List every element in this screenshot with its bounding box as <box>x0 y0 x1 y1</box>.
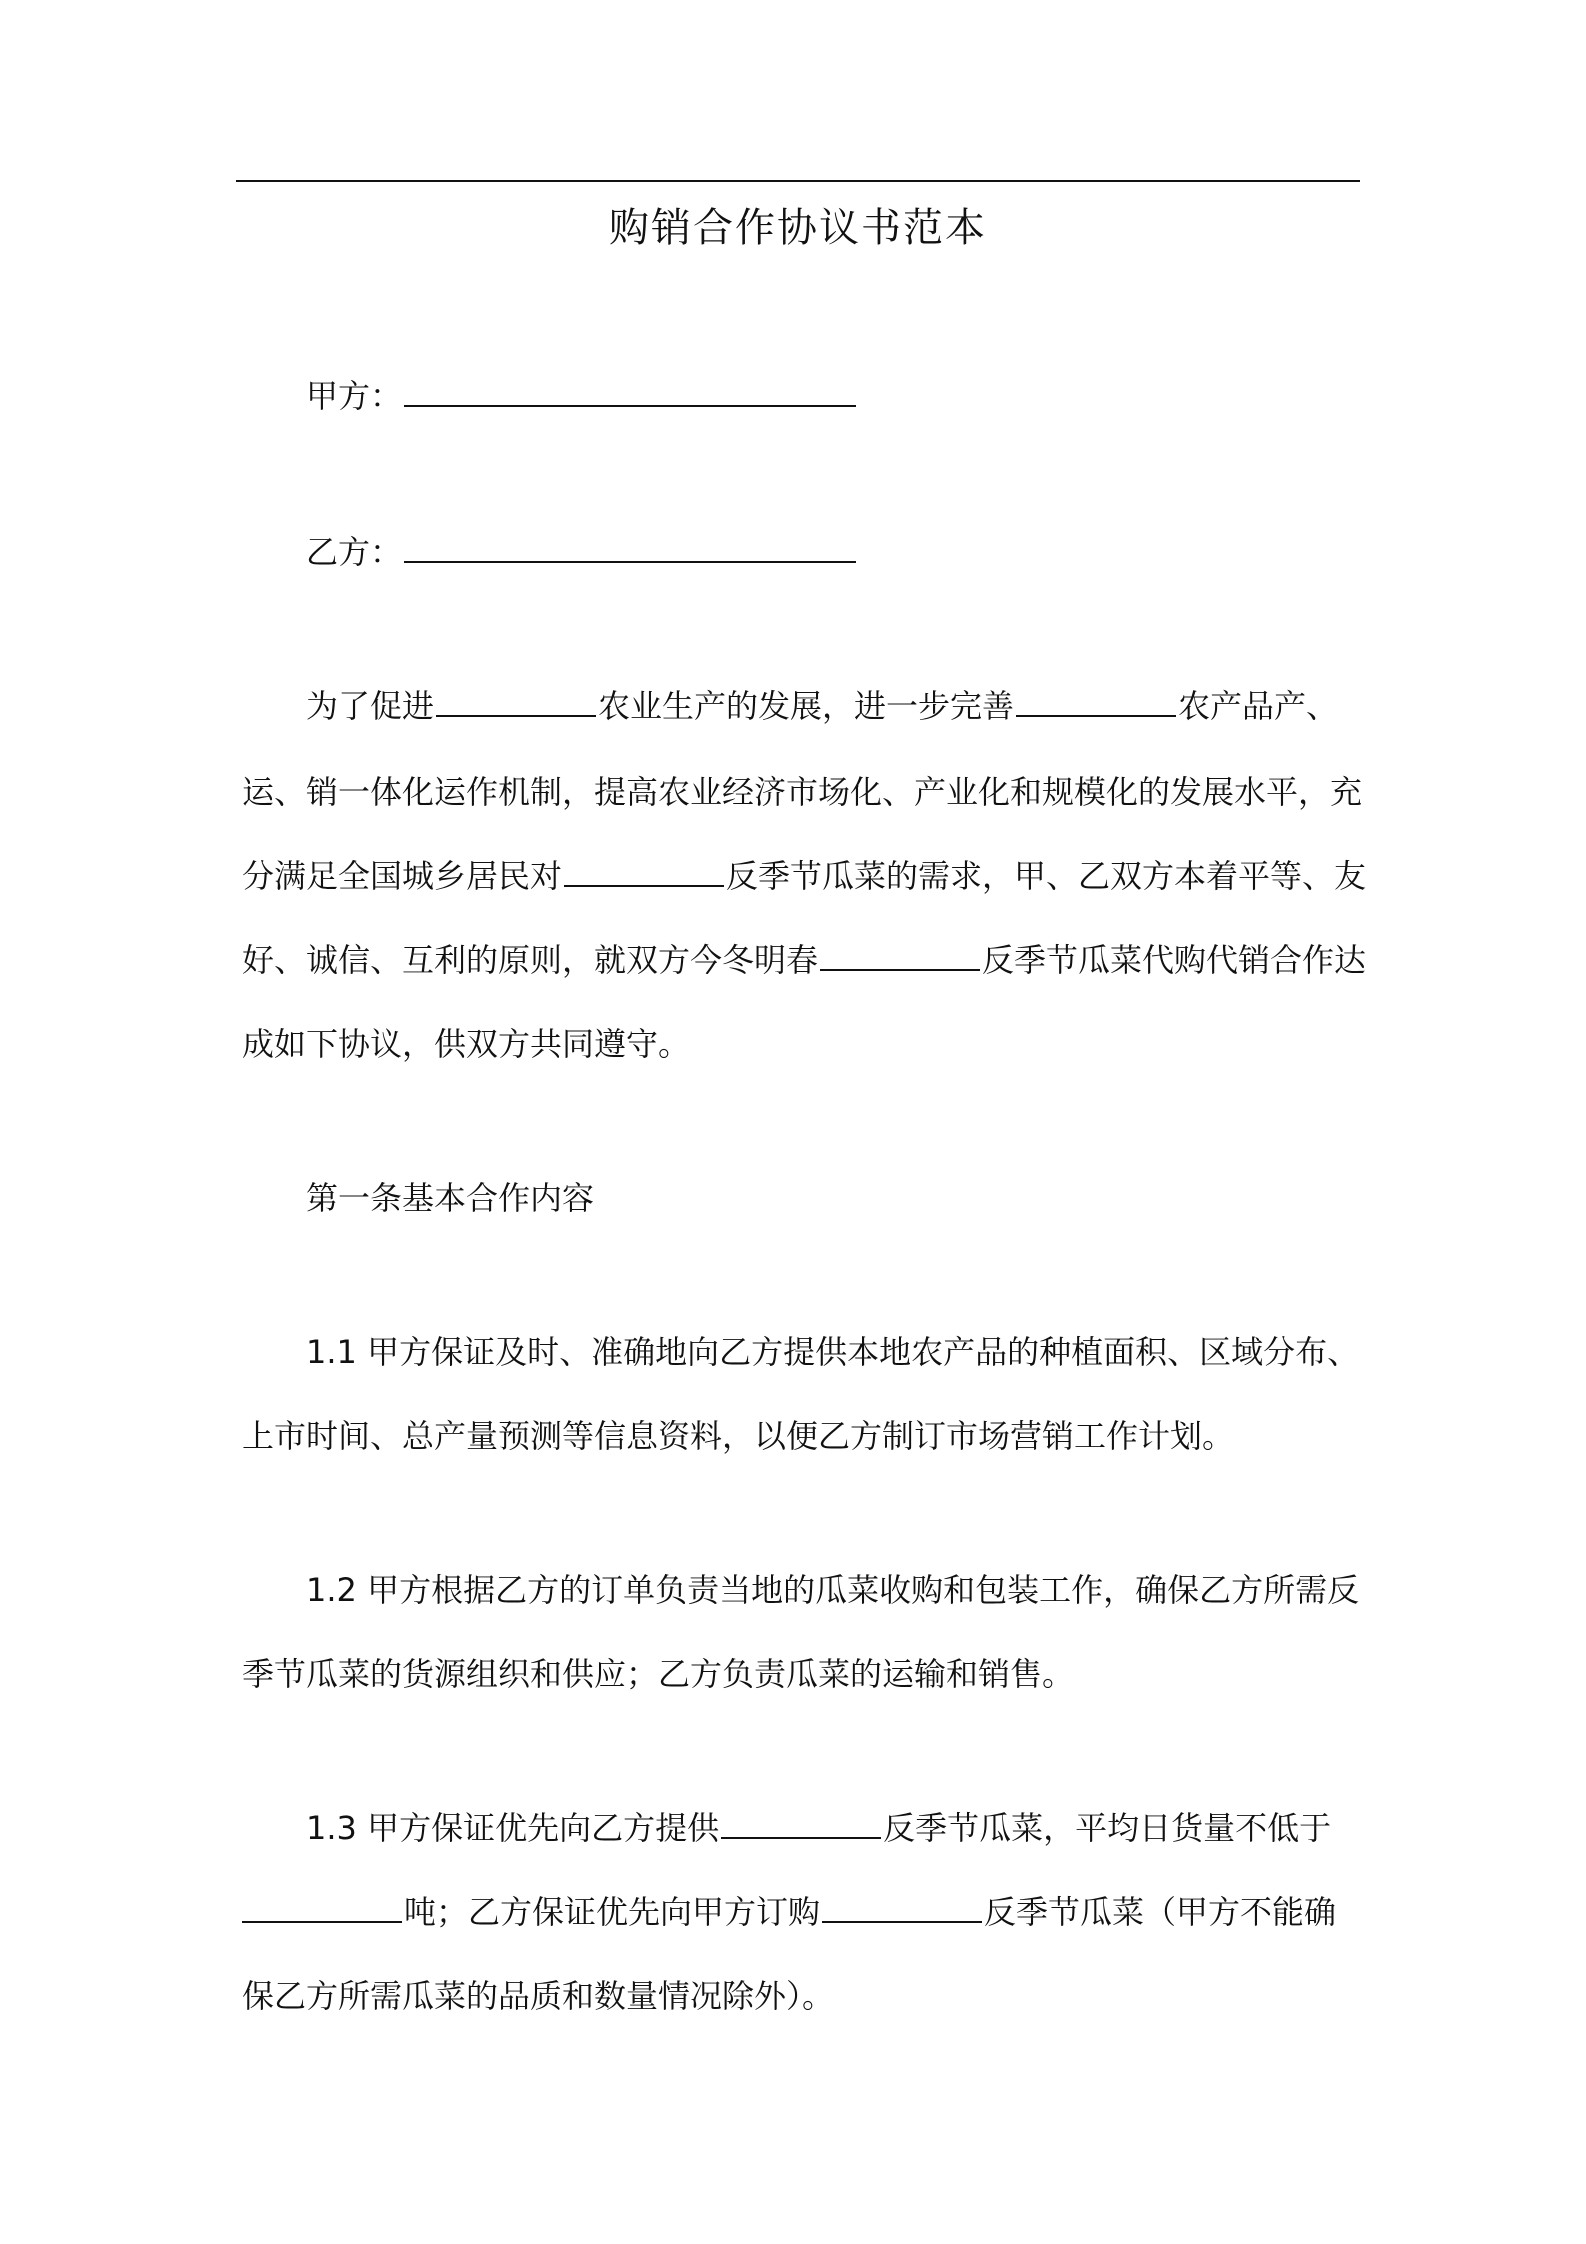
intro-line-5 <box>242 1020 1362 1068</box>
party-b-label: 乙方： <box>306 533 403 571</box>
clause-text: 保乙方所需瓜菜的品质和数量情况除外）。 <box>242 1977 835 2015</box>
party-a-blank[interactable] <box>404 375 856 407</box>
clause-text: 反季节瓜菜（甲方不能确 <box>984 1893 1337 1931</box>
intro-text: 农产品产、 <box>1178 687 1339 725</box>
intro-text: 成如下协议，供双方共同遵守。 <box>242 1025 691 1063</box>
clause-1-3-line-1 <box>306 1804 1426 1852</box>
intro-text: 农业生产的发展，进一步完善 <box>598 687 1015 725</box>
fill-blank[interactable] <box>564 855 724 887</box>
party-a-line <box>306 372 1426 420</box>
clause-text: 1.2 甲方根据乙方的订单负责当地的瓜菜收购和包装工作，确保乙方所需反 <box>306 1571 1360 1609</box>
clause-text: 1.1 甲方保证及时、准确地向乙方提供本地农产品的种植面积、区域分布、 <box>306 1333 1360 1371</box>
clause-1-3-line-2 <box>242 1888 1362 1936</box>
intro-text: 好、诚信、互利的原则，就双方今冬明春 <box>242 941 819 979</box>
fill-blank[interactable] <box>721 1807 881 1839</box>
header-rule <box>236 180 1360 182</box>
intro-text: 反季节瓜菜的需求，甲、乙双方本着平等、友 <box>726 857 1367 895</box>
intro-text: 分满足全国城乡居民对 <box>242 857 563 895</box>
document-title: 购销合作协议书范本 <box>609 205 987 251</box>
fill-blank[interactable] <box>436 685 596 717</box>
intro-text: 反季节瓜菜代购代销合作达 <box>982 941 1367 979</box>
party-b-blank[interactable] <box>404 531 856 563</box>
intro-line-4 <box>242 936 1367 984</box>
fill-blank[interactable] <box>820 939 980 971</box>
article-1-heading <box>306 1174 1426 1222</box>
intro-line-3 <box>242 852 1367 900</box>
clause-1-3-line-3 <box>242 1972 1362 2020</box>
fill-blank[interactable] <box>242 1891 402 1923</box>
clause-text: 季节瓜菜的货源组织和供应；乙方负责瓜菜的运输和销售。 <box>242 1655 1075 1693</box>
clause-1-2-line-2 <box>242 1650 1362 1698</box>
party-b-line <box>306 528 1426 576</box>
clause-text: 上市时间、总产量预测等信息资料，以便乙方制订市场营销工作计划。 <box>242 1417 1235 1455</box>
clause-text: 吨；乙方保证优先向甲方订购 <box>404 1893 821 1931</box>
party-a-label: 甲方： <box>306 377 403 415</box>
fill-blank[interactable] <box>1016 685 1176 717</box>
clause-1-1-line-1 <box>306 1328 1426 1376</box>
clause-1-1-line-2 <box>242 1412 1362 1460</box>
intro-line-2 <box>242 768 1362 816</box>
clause-text: 反季节瓜菜，平均日货量不低于 <box>883 1809 1332 1847</box>
intro-text: 运、销一体化运作机制，提高农业经济市场化、产业化和规模化的发展水平，充 <box>242 773 1363 811</box>
intro-line-1 <box>306 682 1426 730</box>
article-heading-text: 第一条基本合作内容 <box>306 1179 595 1217</box>
fill-blank[interactable] <box>822 1891 982 1923</box>
clause-text: 1.3 甲方保证优先向乙方提供 <box>306 1809 720 1847</box>
clause-1-2-line-1 <box>306 1566 1426 1614</box>
intro-text: 为了促进 <box>306 687 435 725</box>
